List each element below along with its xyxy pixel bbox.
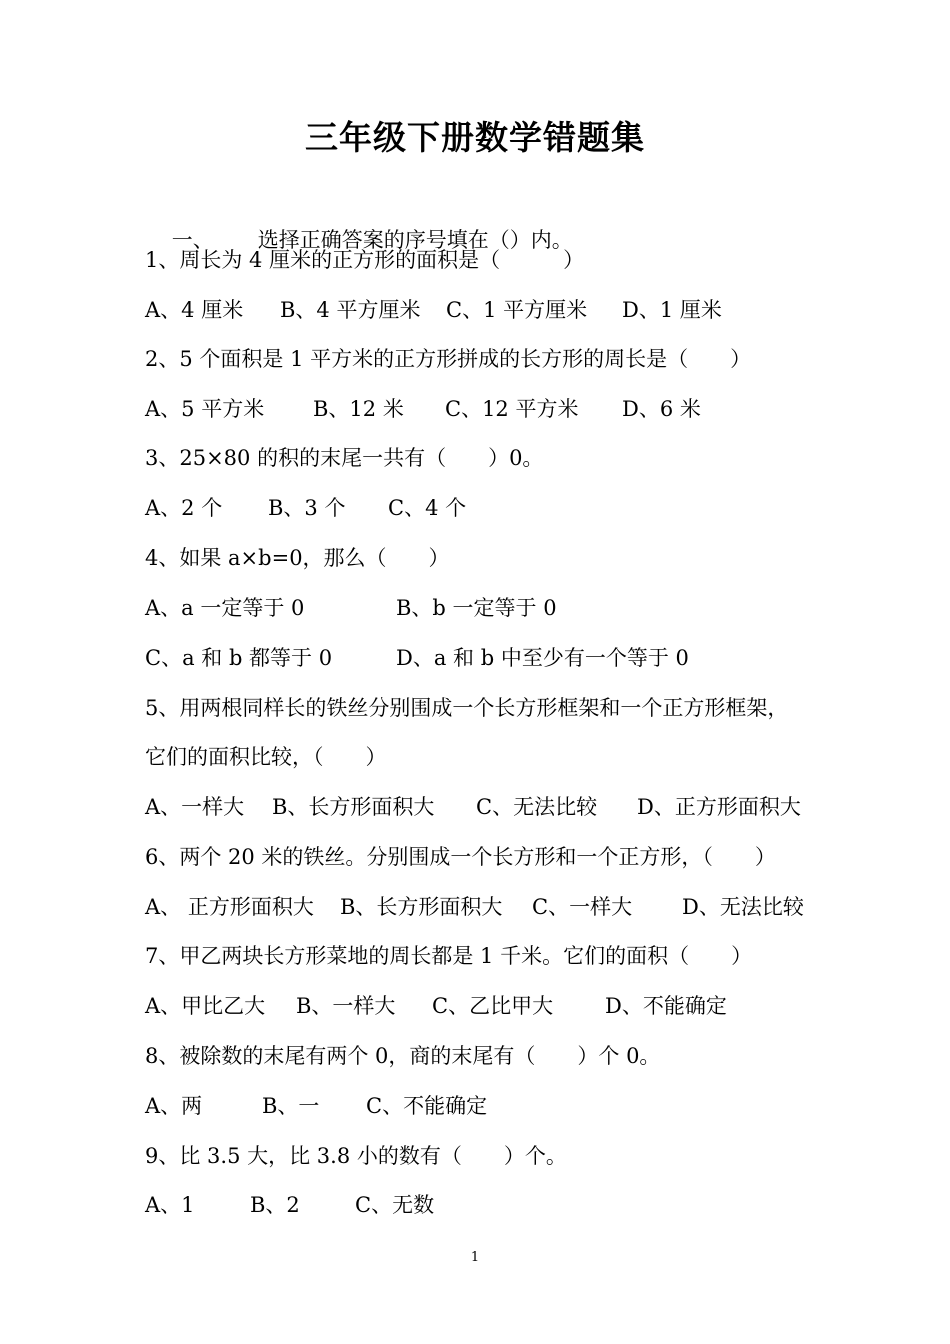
- q8-option-a: A、两: [145, 1094, 203, 1118]
- q2-option-c: C、12 平方米: [445, 397, 579, 421]
- q2-option-b: B、12 米: [313, 397, 404, 421]
- q6-option-a: A、 正方形面积大: [145, 895, 314, 919]
- section-number: 一、: [171, 228, 214, 252]
- question-5: 5、用两根同样长的铁丝分别围成一个长方形框架和一个正方形框架，: [145, 696, 789, 720]
- section-instruction: 选择正确答案的序号填在（）内。: [257, 228, 573, 252]
- q6-option-d: D、无法比较: [682, 895, 804, 919]
- q1-option-a: A、4 厘米: [145, 298, 244, 322]
- question-5-continued: 它们的面积比较，（ ）: [145, 745, 387, 769]
- q7-option-c: C、乙比甲大: [432, 994, 554, 1018]
- q2-option-a: A、5 平方米: [145, 397, 265, 421]
- question-6: 6、两个 20 米的铁丝。分别围成一个长方形和一个正方形，（ ）: [145, 845, 776, 869]
- q1-option-d: D、1 厘米: [622, 298, 722, 322]
- q9-option-c: C、无数: [355, 1193, 435, 1217]
- question-7: 7、甲乙两块长方形菜地的周长都是 1 千米。它们的面积（ ）: [145, 944, 753, 968]
- q6-option-c: C、一样大: [532, 895, 633, 919]
- page-number: 1: [470, 1250, 480, 1265]
- q9-option-a: A、1: [145, 1193, 195, 1217]
- q3-option-a: A、2 个: [145, 496, 223, 520]
- q4-option-a: A、a 一定等于 0: [145, 596, 305, 620]
- q3-option-c: C、4 个: [388, 496, 467, 520]
- question-3: 3、25×80 的积的末尾一共有（ ）0。: [145, 446, 544, 470]
- q6-option-b: B、长方形面积大: [340, 895, 503, 919]
- q4-option-d: D、a 和 b 中至少有一个等于 0: [396, 646, 689, 670]
- q3-option-b: B、3 个: [268, 496, 346, 520]
- question-8: 8、被除数的末尾有两个 0，商的末尾有（ ）个 0。: [145, 1044, 661, 1068]
- q7-option-b: B、一样大: [296, 994, 396, 1018]
- question-2: 2、5 个面积是 1 平方米的正方形拼成的长方形的周长是（ ）: [145, 347, 752, 371]
- q7-option-a: A、甲比乙大: [145, 994, 266, 1018]
- q1-option-b: B、4 平方厘米: [280, 298, 421, 322]
- q5-option-d: D、正方形面积大: [637, 795, 801, 819]
- question-1: 1、周长为 4 厘米的正方形的面积是（ ）: [145, 248, 585, 272]
- question-4: 4、如果 a×b=0，那么（ ）: [145, 546, 450, 570]
- q7-option-d: D、不能确定: [605, 994, 727, 1018]
- q9-option-b: B、2: [250, 1193, 300, 1217]
- q2-option-d: D、6 米: [622, 397, 701, 421]
- q8-option-b: B、一: [262, 1094, 320, 1118]
- q5-option-c: C、无法比较: [476, 795, 598, 819]
- q4-option-c: C、a 和 b 都等于 0: [145, 646, 333, 670]
- question-9: 9、比 3.5 大，比 3.8 小的数有（ ）个。: [145, 1144, 567, 1168]
- q5-option-a: A、一样大: [145, 795, 245, 819]
- q5-option-b: B、长方形面积大: [272, 795, 435, 819]
- q1-option-c: C、1 平方厘米: [446, 298, 588, 322]
- q4-option-b: B、b 一定等于 0: [396, 596, 557, 620]
- document-title: 三年级下册数学错题集: [305, 118, 645, 157]
- q8-option-c: C、不能确定: [366, 1094, 488, 1118]
